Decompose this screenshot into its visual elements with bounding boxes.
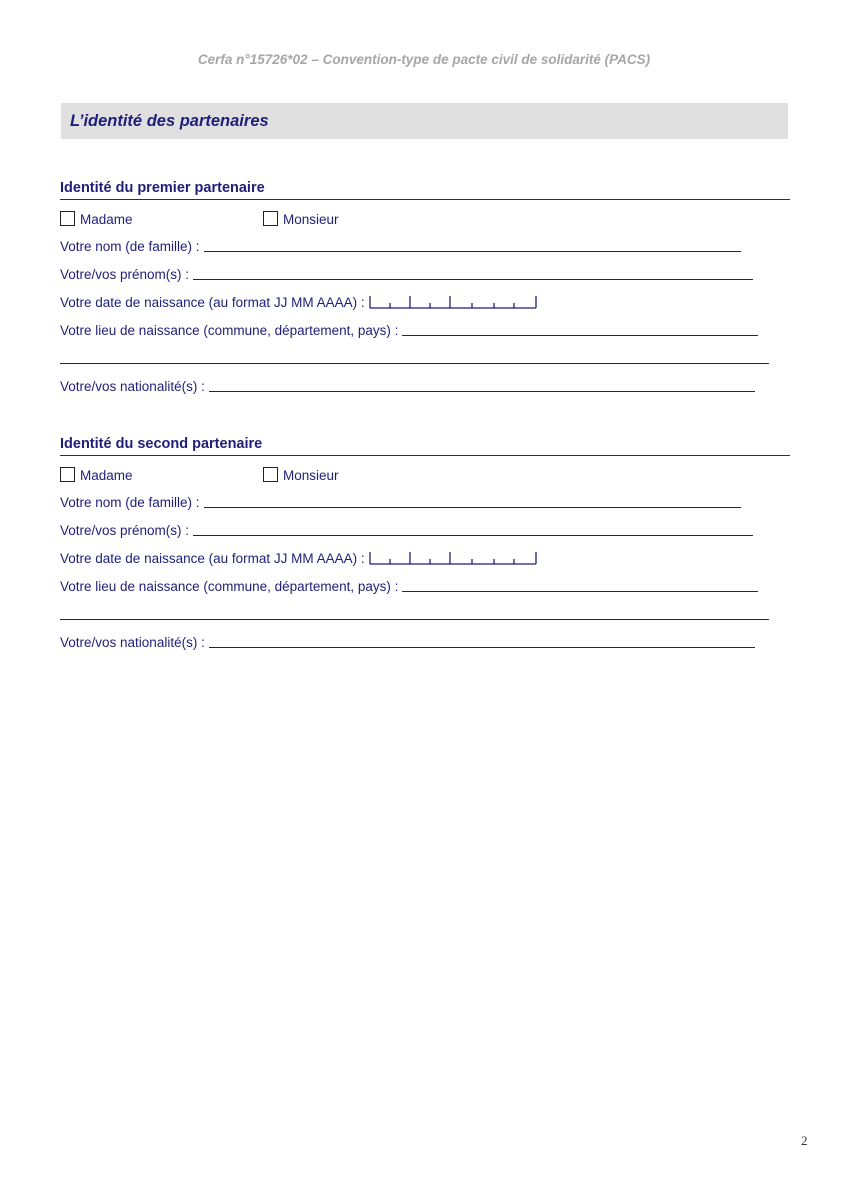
partner-2-nationalite-row bbox=[60, 635, 755, 651]
partner-1-date-row bbox=[60, 295, 538, 311]
partner-1-lieu-row bbox=[60, 323, 758, 339]
partner-1-prenom-field[interactable] bbox=[193, 267, 753, 280]
partner-2-birthdate-field[interactable] bbox=[368, 551, 538, 565]
partner-2-gender-row bbox=[60, 467, 133, 484]
partner-1-monsieur-label: Monsieur bbox=[283, 212, 339, 227]
partner-2-date-label: Votre date de naissance (au format JJ MM AAAA) : bbox=[60, 551, 365, 566]
partner-1-nom-row bbox=[60, 239, 741, 255]
partner-2-monsieur-label: Monsieur bbox=[283, 468, 339, 483]
partner-1-block bbox=[60, 179, 790, 394]
partner-2-lieu-field[interactable] bbox=[402, 579, 758, 592]
partner-2-lieu-row bbox=[60, 579, 758, 595]
partner-2-block bbox=[60, 435, 790, 650]
partner-2-monsieur-checkbox[interactable] bbox=[263, 467, 278, 482]
partner-2-title: Identité du second partenaire bbox=[60, 435, 790, 456]
document-header: Cerfa n°15726*02 – Convention-type de pacte civil de solidarité (PACS) bbox=[197, 52, 651, 67]
partner-1-madame-option[interactable] bbox=[60, 212, 133, 227]
partner-1-lieu-field[interactable] bbox=[402, 323, 758, 336]
partner-2-nom-field[interactable] bbox=[204, 495, 741, 508]
partner-2-lieu-label: Votre lieu de naissance (commune, département, pays) : bbox=[60, 579, 399, 594]
partner-2-madame-option[interactable] bbox=[60, 468, 133, 483]
partner-2-nationalite-field[interactable] bbox=[209, 635, 755, 648]
partner-1-title: Identité du premier partenaire bbox=[60, 179, 790, 200]
partner-1-madame-label: Madame bbox=[80, 212, 133, 227]
section-banner bbox=[61, 103, 788, 139]
partner-2-prenom-row bbox=[60, 523, 753, 539]
partner-2-monsieur-option[interactable] bbox=[263, 467, 339, 484]
partner-1-prenom-label: Votre/vos prénom(s) : bbox=[60, 267, 190, 282]
partner-1-date-label: Votre date de naissance (au format JJ MM AAAA) : bbox=[60, 295, 365, 310]
partner-2-madame-label: Madame bbox=[80, 468, 133, 483]
partner-1-gender-row bbox=[60, 211, 133, 228]
section-title: L’identité des partenaires bbox=[70, 111, 269, 130]
partner-1-nom-field[interactable] bbox=[204, 239, 741, 252]
partner-1-lieu-label: Votre lieu de naissance (commune, département, pays) : bbox=[60, 323, 399, 338]
partner-2-prenom-field[interactable] bbox=[193, 523, 753, 536]
partner-1-madame-checkbox[interactable] bbox=[60, 211, 75, 226]
partner-1-lieu-continuation-field[interactable] bbox=[60, 351, 769, 364]
partner-1-nationalite-label: Votre/vos nationalité(s) : bbox=[60, 379, 205, 394]
partner-1-nom-label: Votre nom (de famille) : bbox=[60, 239, 200, 254]
partner-2-madame-checkbox[interactable] bbox=[60, 467, 75, 482]
partner-1-monsieur-option[interactable] bbox=[263, 211, 339, 228]
partner-2-nom-label: Votre nom (de famille) : bbox=[60, 495, 200, 510]
partner-2-prenom-label: Votre/vos prénom(s) : bbox=[60, 523, 190, 538]
partner-1-prenom-row bbox=[60, 267, 753, 283]
partner-2-lieu-continuation-row bbox=[60, 607, 769, 623]
partner-2-nationalite-label: Votre/vos nationalité(s) : bbox=[60, 635, 205, 650]
partner-2-date-row bbox=[60, 551, 538, 567]
partner-1-nationalite-field[interactable] bbox=[209, 379, 755, 392]
partner-1-nationalite-row bbox=[60, 379, 755, 395]
partner-2-nom-row bbox=[60, 495, 741, 511]
partner-1-birthdate-field[interactable] bbox=[368, 295, 538, 309]
partner-2-lieu-continuation-field[interactable] bbox=[60, 607, 769, 620]
partner-1-monsieur-checkbox[interactable] bbox=[263, 211, 278, 226]
page-number: 2 bbox=[801, 1133, 808, 1148]
partner-1-lieu-continuation-row bbox=[60, 351, 769, 367]
